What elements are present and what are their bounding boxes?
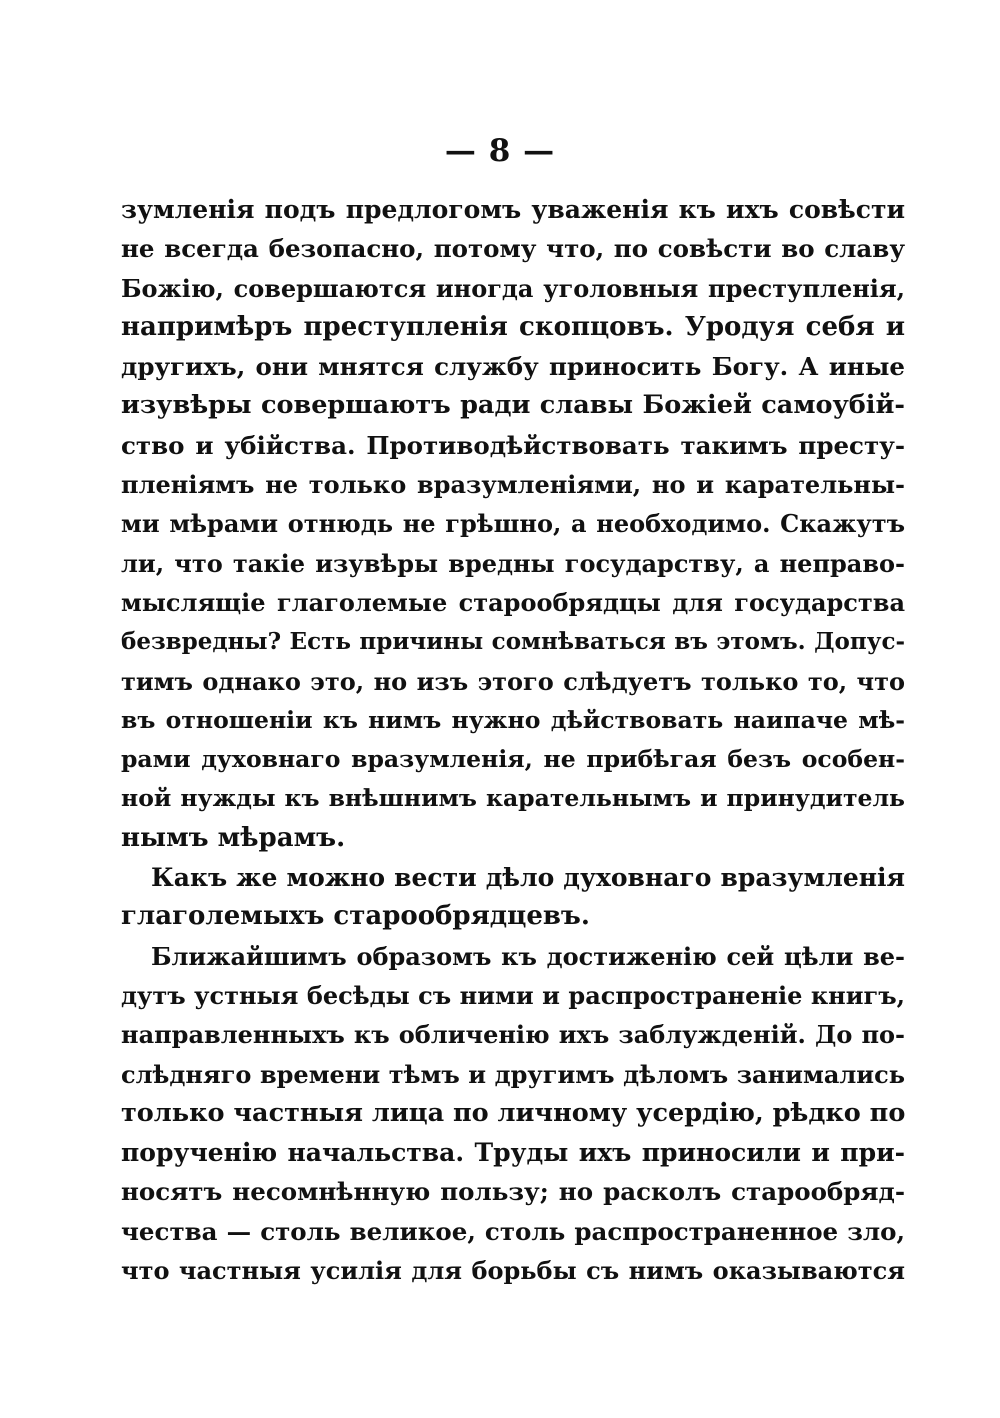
text-line: чества — столь великое, столь распространенное зло,	[121, 1216, 905, 1246]
text-line: Божію, совершаются иногда уголовныя преступленія,	[121, 273, 905, 303]
text-line: только частныя лица по личному усердію, рѣдко по	[121, 1097, 905, 1128]
text-line: изувѣры совершаютъ ради славы Божіей самоубій-	[121, 390, 905, 421]
paragraph-start-line: Ближайшимъ образомъ къ достиженію сей цѣли ве-	[151, 941, 905, 971]
text-line: ли, что такіе изувѣры вредны государству, а неправо-	[121, 548, 905, 578]
text-line: безвредны? Есть причины сомнѣваться въ этомъ. Допус-	[121, 628, 905, 656]
text-line: пленіямъ не только вразумленіями, но и карательны-	[121, 470, 905, 500]
text-line: напримѣръ преступленія скопцовъ. Уродуя себя и	[121, 311, 905, 342]
text-line: ство и убійства. Противодѣйствовать такимъ престу-	[121, 430, 905, 460]
text-line: другихъ, они мнятся службу приносить Богу. А иные	[121, 352, 905, 382]
text-line: порученію начальства. Труды ихъ приносили и при-	[121, 1138, 905, 1168]
text-line: что частныя усилія для борьбы съ нимъ оказываются	[121, 1256, 905, 1286]
body-text	[121, 190, 905, 1290]
text-line: дутъ устныя бесѣды съ ними и распространеніе книгъ,	[121, 980, 905, 1010]
text-line: рами духовнаго вразумленія, не прибѣгая безъ особен-	[121, 745, 905, 774]
text-line: тимъ однако это, но изъ этого слѣдуетъ только то, что	[121, 666, 905, 696]
text-line: не всегда безопасно, потому что, по совѣсти во славу	[121, 234, 905, 264]
text-line: носятъ несомнѣнную пользу; но расколъ старообряд-	[121, 1177, 905, 1207]
text-line: зумленія подъ предлогомъ уваженія къ ихъ совѣсти	[121, 195, 905, 224]
text-line: слѣдняго времени тѣмъ и другимъ дѣломъ занимались	[121, 1059, 905, 1089]
text-line: ми мѣрами отнюдь не грѣшно, а необходимо. Скажутъ	[121, 509, 905, 539]
text-line: мыслящіе глаголемые старообрядцы для государства	[121, 587, 905, 617]
text-line: ной нужды къ внѣшнимъ карательнымъ и принудитель	[121, 784, 905, 813]
text-line: нымъ мѣрамъ.	[121, 822, 346, 853]
text-line: направленныхъ къ обличенію ихъ заблужденій. До по-	[121, 1020, 905, 1050]
page-number: — 8 —	[444, 133, 556, 169]
paragraph-start-line: Какъ же можно вести дѣло духовнаго вразумленія	[151, 863, 905, 893]
text-line: глаголемыхъ старообрядцевъ.	[121, 901, 590, 932]
text-line: въ отношеніи къ нимъ нужно дѣйствовать наипаче мѣ-	[121, 705, 905, 734]
